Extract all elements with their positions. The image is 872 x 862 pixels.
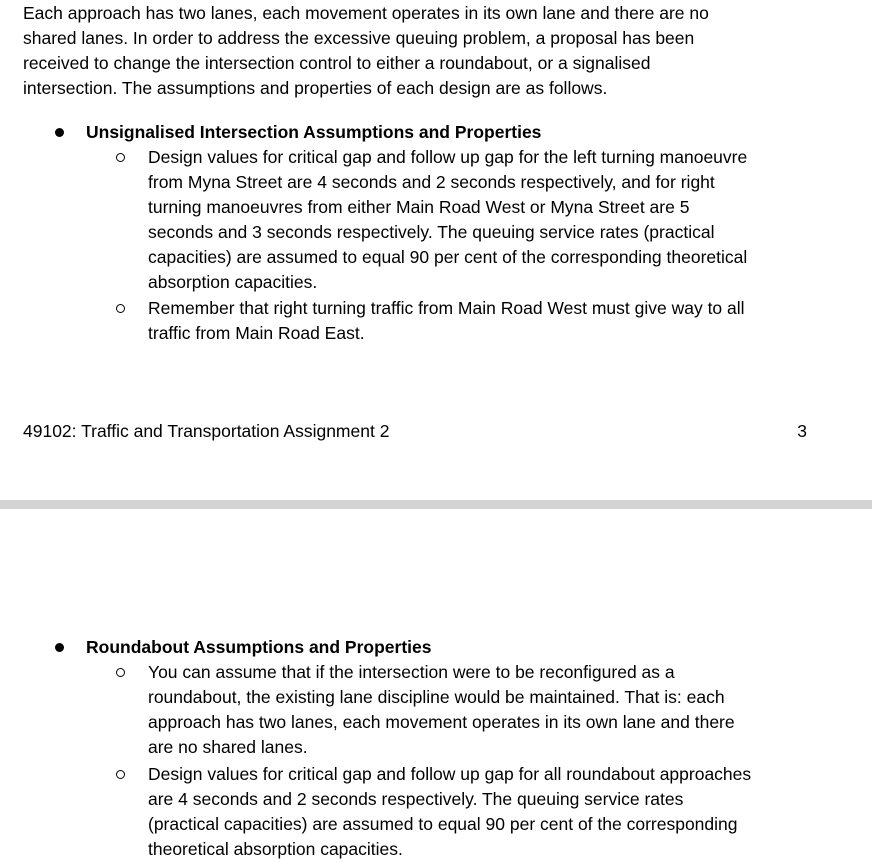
text-line: Remember that right turning traffic from Main Road West must give way to all: [148, 298, 745, 318]
hollow-bullet-icon: [116, 153, 125, 162]
text-line: theoretical absorption capacities.: [148, 839, 403, 859]
text-line: turning manoeuvres from either Main Road West or Myna Street are 5: [148, 197, 690, 217]
bullet-icon: [55, 643, 64, 652]
intro-paragraph: [23, 1, 813, 101]
page-number: 3: [797, 421, 807, 441]
text-line: shared lanes. In order to address the excessive queuing problem, a proposal has been: [23, 28, 695, 48]
list-item-text: [148, 762, 848, 862]
list-item-text: [148, 660, 848, 760]
text-line: are no shared lanes.: [148, 737, 308, 757]
text-line: are 4 seconds and 2 seconds respectively. The queuing service rates: [148, 789, 684, 809]
text-line: Design values for critical gap and follow up gap for the left turning manoeuvre: [148, 147, 748, 167]
section-heading: Unsignalised Intersection Assumptions and Properties: [86, 122, 542, 142]
bullet-icon: [55, 128, 64, 137]
text-line: intersection. The assumptions and properties of each design are as follows.: [23, 78, 608, 98]
page-separator: [0, 500, 872, 509]
text-line: seconds and 3 seconds respectively. The queuing service rates (practical: [148, 222, 715, 242]
list-item-text: [148, 145, 848, 295]
text-line: approach has two lanes, each movement operates in its own lane and there: [148, 712, 735, 732]
text-line: Each approach has two lanes, each movement operates in its own lane and there are no: [23, 3, 709, 23]
text-line: capacities) are assumed to equal 90 per cent of the corresponding theoretical: [148, 247, 748, 267]
text-line: You can assume that if the intersection were to be reconfigured as a: [148, 662, 675, 682]
text-line: received to change the intersection control to either a roundabout, or a signalised: [23, 53, 651, 73]
text-line: traffic from Main Road East.: [148, 323, 365, 343]
section-heading: Roundabout Assumptions and Properties: [86, 637, 432, 657]
text-line: roundabout, the existing lane discipline would be maintained. That is: each: [148, 687, 725, 707]
hollow-bullet-icon: [116, 770, 125, 779]
hollow-bullet-icon: [116, 304, 125, 313]
page-footer: [23, 419, 807, 444]
hollow-bullet-icon: [116, 668, 125, 677]
text-line: from Myna Street are 4 seconds and 2 seconds respectively, and for right: [148, 172, 715, 192]
text-line: Design values for critical gap and follow up gap for all roundabout approaches: [148, 764, 752, 784]
text-line: (practical capacities) are assumed to equal 90 per cent of the corresponding: [148, 814, 738, 834]
list-item-text: [148, 296, 848, 346]
text-line: absorption capacities.: [148, 272, 318, 292]
footer-title: 49102: Traffic and Transportation Assignment 2: [23, 421, 390, 441]
document-page: [0, 509, 872, 862]
